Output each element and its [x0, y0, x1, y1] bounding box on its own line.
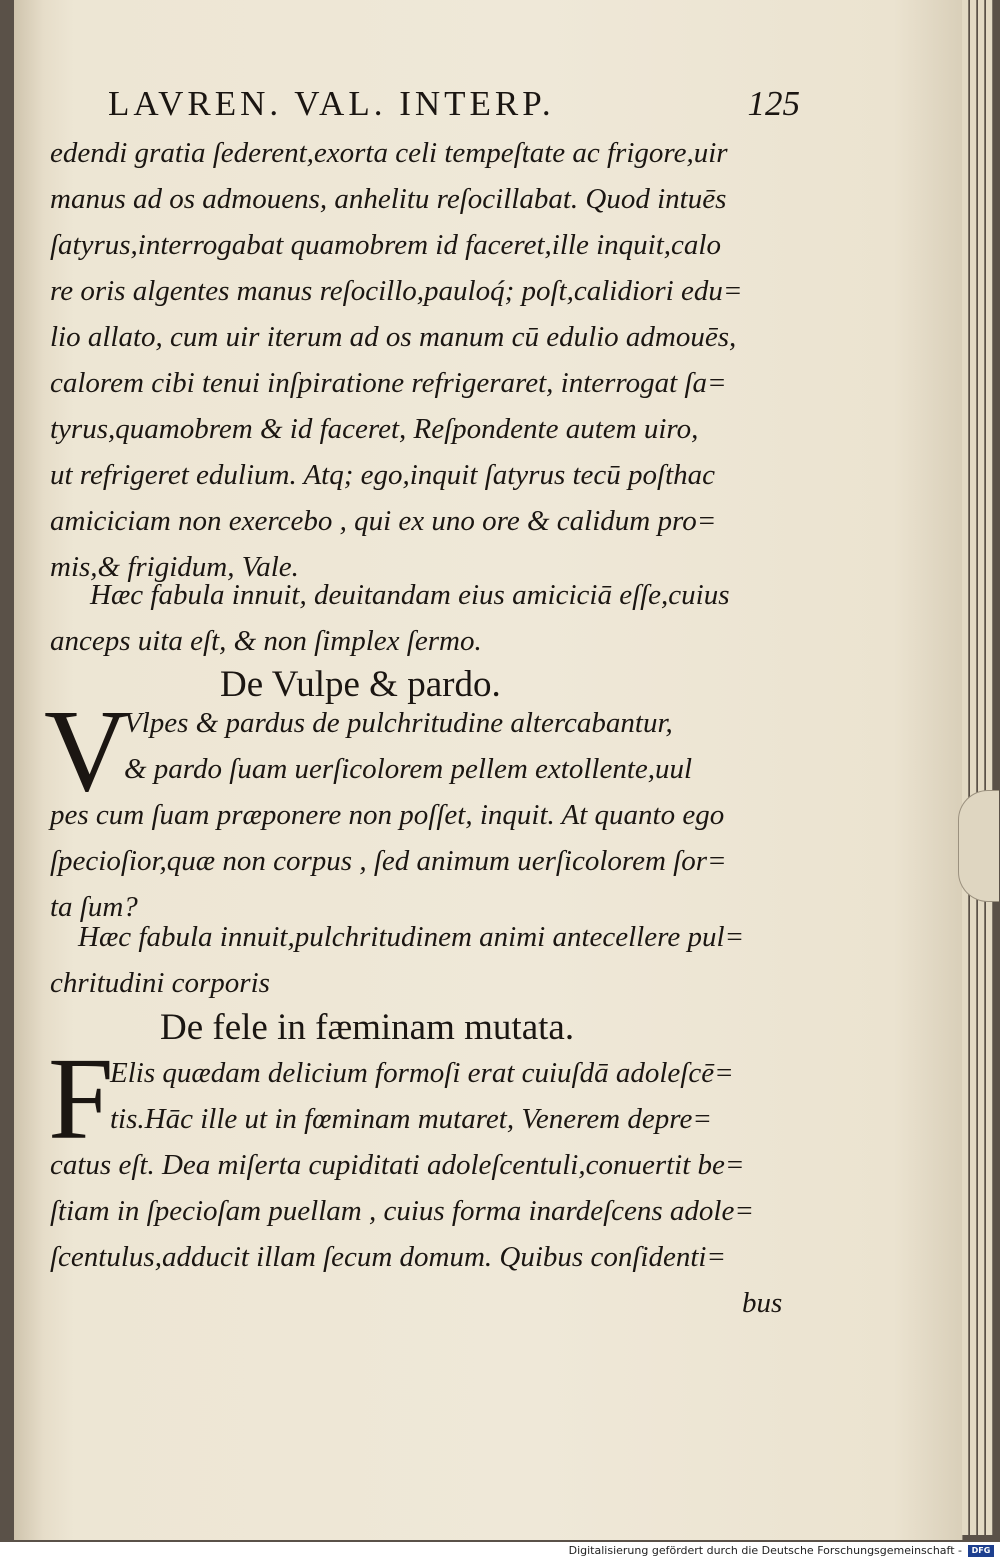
text-line: tyrus,quamobrem & id faceret, Reſpondente autem uiro, [50, 413, 699, 445]
text-line: edendi gratia ſederent,exorta celi tempeſtate ac frigore,uir [50, 137, 728, 169]
text-line: ta ſum? [50, 891, 138, 923]
text-line: amiciciam non exercebo , qui ex uno ore & calidum pro= [50, 505, 717, 537]
page-header [108, 84, 800, 130]
page-edge [970, 0, 977, 1535]
text-line: ſcentulus,adducit illam ſecum domum. Quibus conſidenti= [50, 1241, 727, 1273]
page-edge [978, 0, 985, 1535]
text-line: lio allato, cum uir iterum ad os manum cū edulio admouēs, [50, 321, 737, 353]
text-line: re oris algentes manus reſocillo,pauloq́; poſt,calidiori edu= [50, 275, 743, 307]
fable3-dropcap: F [48, 1033, 114, 1164]
text-line: mis,& frigidum, Vale. [50, 551, 299, 583]
moral-line: chritudini corporis [50, 967, 270, 999]
book-page [14, 0, 963, 1540]
text-line: ſpecioſior,quæ non corpus , ſed animum uerſicolorem ſor= [50, 845, 727, 877]
page-edge [986, 0, 993, 1535]
fable3-title: De fele in fæminam mutata. [160, 1007, 575, 1048]
page-number: 125 [747, 84, 800, 123]
digitization-credit: Digitalisierung gefördert durch die Deutsche Forschungsgemeinschaft - [568, 1544, 962, 1557]
text-line: manus ad os admouens, anhelitu reſocillabat. Quod intuēs [50, 183, 727, 215]
bookmark-tab [958, 790, 999, 902]
dfg-logo: DFG [968, 1545, 994, 1557]
text-line: ut refrigeret edulium. Atq; ego,inquit ſatyrus tecū poſthac [50, 459, 716, 491]
text-line: ſatyrus,interrogabat quamobrem id faceret,ille inquit,calo [50, 229, 721, 261]
text-line: Vlpes & pardus de pulchritudine altercabantur, [124, 707, 673, 739]
fable2-dropcap: V [44, 685, 130, 816]
moral-line: Hæc fabula innuit, deuitandam eius amiciciā eſſe,cuius [90, 579, 730, 611]
text-line: Elis quædam delicium formoſi erat cuiuſdā adoleſcē= [110, 1057, 734, 1089]
moral-line: Hæc fabula innuit,pulchritudinem animi antecellere pul= [78, 921, 745, 953]
running-head: LAVREN. VAL. INTERP. [108, 84, 555, 123]
fable2-title: De Vulpe & pardo. [220, 664, 501, 705]
text-line: catus eſt. Dea miſerta cupiditati adoleſcentuli,conuertit be= [50, 1149, 745, 1181]
moral-line: anceps uita eſt, & non ſimplex ſermo. [50, 625, 482, 657]
catchword: bus [742, 1287, 783, 1319]
text-line: ſtiam in ſpecioſam puellam , cuius forma inardeſcens adole= [50, 1195, 754, 1227]
text-line: & pardo ſuam uerſicolorem pellem extollente,uul [124, 753, 693, 785]
text-line: pes cum ſuam præponere non poſſet, inquit. At quanto ego [50, 799, 725, 831]
text-line: calorem cibi tenui inſpiratione refrigeraret, interrogat ſa= [50, 367, 727, 399]
page-edge [962, 0, 969, 1535]
text-line: tis.Hāc ille ut in fœminam mutaret, Venerem depre= [110, 1103, 712, 1135]
